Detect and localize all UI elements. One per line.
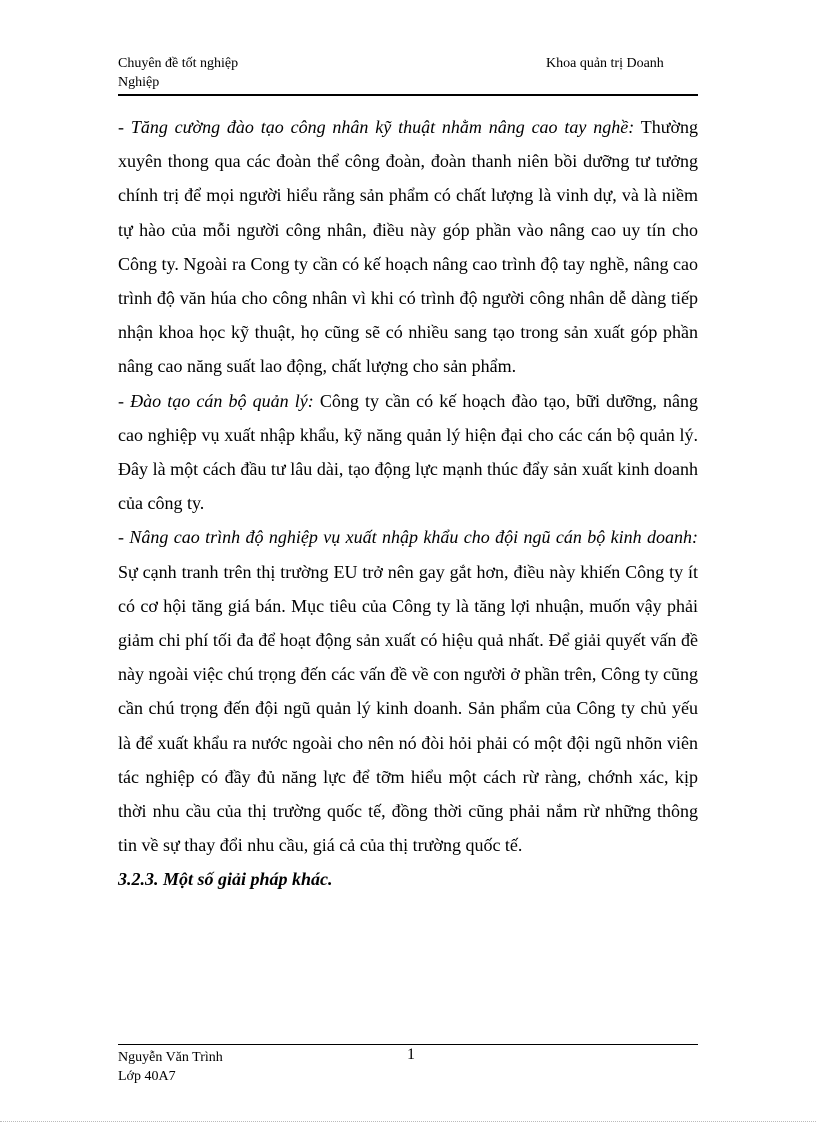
page-edge-divider [0,1121,816,1122]
footer-author [118,1048,223,1086]
paragraph-lead: - Tăng cường đào tạo công nhân kỹ thuật nhằm nâng cao tay nghề: [118,117,635,137]
section-heading: 3.2.3. Một số giải pháp khác. [118,869,333,890]
paragraph-text: Thường xuyên thong qua các đoàn thể công đoàn, đoàn thanh niên bồi dưỡng tư tưởng chính trị để mọi người hiểu rằng sản phẩm có chất lượng là vinh dự, và là niềm tự hào của mỗi người công nhân, điều này góp phần vào nâng cao uy tín cho Công ty. Ngoài ra Cong ty cần có kế hoạch nâng cao trình độ tay nghề, nâng cao trình độ văn húa cho công nhân vì khi có trình độ người công nhân dễ dàng tiếp nhận khoa học kỹ thuật, họ cũng sẽ có nhiều sang tạo trong sản xuất góp phần nâng cao năng suất lao động, chất lượng cho sản phẩm. [118,117,698,377]
footer-divider [118,1044,698,1045]
paragraph-business-staff [118,520,698,862]
header-thesis-title-line1: Chuyên đề tốt nghiệp [118,56,239,71]
header-divider [118,94,698,96]
page-number: 1 [407,1046,415,1063]
header-faculty: Khoa quản trị Doanh [546,56,664,71]
paragraph-worker-training [118,110,698,384]
footer-author-name: Nguyễn Văn Trình [118,1050,223,1065]
document-body [118,110,698,897]
paragraph-lead: - Nâng cao trình độ nghiệp vụ xuất nhập khẩu cho đội ngũ cán bộ kinh doanh: [118,527,698,548]
paragraph-text: Công ty cần có kế hoạch đào tạo, bữi dưỡng, nâng cao nghiệp vụ xuất nhập khẩu, kỹ năng quản lý hiện đại cho các cán bộ quản lý. Đây là một cách đầu tư lâu dài, tạo động lực mạnh thúc đẩy sản xuất kinh doanh của công ty. [118,390,698,514]
header-thesis-title-line2: Nghiệp [118,75,160,90]
paragraph-manager-training [118,384,698,521]
paragraph-lead: - Đào tạo cán bộ quản lý: [118,390,314,411]
paragraph-text: Sự cạnh tranh trên thị trường EU trở nên gay gắt hơn, điều này khiến Công ty ít có cơ hội tăng giá bán. Mục tiêu của Công ty là tăng lợi nhuận, muốn vậy phải giảm chi phí tối đa để hoạt động sản xuất có hiệu quả nhất. Để giải quyết vấn đề này ngoài việc chú trọng đến các vấn đề về con người ở phần trên, Công ty cũng cần chú trọng đến đội ngũ quản lý kinh doanh. Sản phẩm của Công ty chủ yếu là để xuất khẩu ra nước ngoài cho nên nó đòi hỏi phải có một đội ngũ nhõn viên tác nghiệp có đầy đủ năng lực để tỡm hiểu một cách rừ ràng, chớnh xác, kịp thời nhu cầu của thị trường quốc tế, đồng thời cũng phải nắm rừ những thông tin về sự thay đổi nhu cầu, giá cả của thị trường quốc tế. [118,561,698,856]
footer-author-class: Lớp 40A7 [118,1069,176,1084]
header-thesis-title [118,54,338,92]
page-header [118,54,698,96]
